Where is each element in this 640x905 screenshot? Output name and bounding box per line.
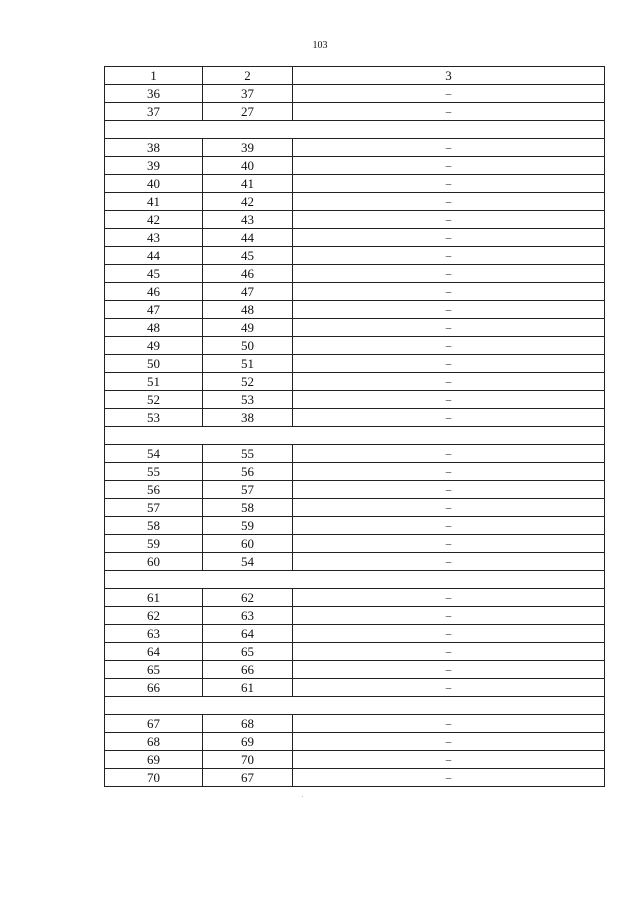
table-cell-col-1: 37: [105, 103, 203, 121]
table-row: [105, 553, 605, 571]
header-row: [105, 67, 605, 85]
table-row: [105, 373, 605, 391]
table-row: [105, 643, 605, 661]
table-cell-col-3: –: [293, 175, 605, 193]
header-col-3: 3: [293, 67, 605, 85]
table-cell-col-2: 70: [203, 751, 293, 769]
table-cell-col-2: 64: [203, 625, 293, 643]
table-cell-col-2: 27: [203, 103, 293, 121]
table-cell-col-1: 52: [105, 391, 203, 409]
table-cell-col-2: 42: [203, 193, 293, 211]
table-cell-col-3: –: [293, 769, 605, 787]
stray-mark: [302, 796, 303, 797]
table-cell-col-2: 47: [203, 283, 293, 301]
table-cell-col-2: 54: [203, 553, 293, 571]
table-cell-col-3: –: [293, 715, 605, 733]
table-cell-col-3: –: [293, 391, 605, 409]
group-separator-cell: [105, 121, 605, 139]
table-cell-col-3: –: [293, 301, 605, 319]
table-row: [105, 607, 605, 625]
table-cell-col-2: 56: [203, 463, 293, 481]
table-row: [105, 625, 605, 643]
table-row: [105, 139, 605, 157]
table-cell-col-1: 42: [105, 211, 203, 229]
table-cell-col-1: 38: [105, 139, 203, 157]
table-cell-col-2: 69: [203, 733, 293, 751]
table-row: [105, 769, 605, 787]
table-row: [105, 463, 605, 481]
table-cell-col-2: 58: [203, 499, 293, 517]
table-cell-col-3: –: [293, 517, 605, 535]
group-separator-cell: [105, 427, 605, 445]
table-cell-col-2: 59: [203, 517, 293, 535]
table-cell-col-2: 39: [203, 139, 293, 157]
table-row: [105, 661, 605, 679]
group-separator-row: [105, 121, 605, 139]
table-row: [105, 445, 605, 463]
table-cell-col-1: 54: [105, 445, 203, 463]
table-cell-col-2: 53: [203, 391, 293, 409]
table-cell-col-1: 51: [105, 373, 203, 391]
page-number: 103: [312, 40, 328, 51]
table-cell-col-1: 49: [105, 337, 203, 355]
group-separator-cell: [105, 697, 605, 715]
table-cell-col-1: 41: [105, 193, 203, 211]
table-row: [105, 391, 605, 409]
table-cell-col-2: 66: [203, 661, 293, 679]
group-separator-row: [105, 427, 605, 445]
table-cell-col-2: 49: [203, 319, 293, 337]
header-col-1: 1: [105, 67, 203, 85]
group-separator-row: [105, 697, 605, 715]
table-cell-col-1: 48: [105, 319, 203, 337]
table-cell-col-2: 57: [203, 481, 293, 499]
table-row: [105, 409, 605, 427]
table-cell-col-2: 50: [203, 337, 293, 355]
table-cell-col-2: 45: [203, 247, 293, 265]
table-cell-col-2: 38: [203, 409, 293, 427]
table-cell-col-3: –: [293, 499, 605, 517]
table-row: [105, 283, 605, 301]
table-cell-col-1: 56: [105, 481, 203, 499]
table-cell-col-1: 46: [105, 283, 203, 301]
table-row: [105, 229, 605, 247]
table-cell-col-2: 43: [203, 211, 293, 229]
table-row: [105, 535, 605, 553]
table-row: [105, 175, 605, 193]
table-row: [105, 679, 605, 697]
table-cell-col-3: –: [293, 607, 605, 625]
table-cell-col-3: –: [293, 85, 605, 103]
table-cell-col-1: 59: [105, 535, 203, 553]
table-cell-col-2: 41: [203, 175, 293, 193]
table-row: [105, 193, 605, 211]
table-row: [105, 103, 605, 121]
table-cell-col-3: –: [293, 337, 605, 355]
table-row: [105, 265, 605, 283]
table-cell-col-3: –: [293, 409, 605, 427]
table-row: [105, 733, 605, 751]
table-cell-col-1: 39: [105, 157, 203, 175]
table-cell-col-2: 51: [203, 355, 293, 373]
table-cell-col-2: 37: [203, 85, 293, 103]
group-separator-cell: [105, 571, 605, 589]
table-cell-col-2: 44: [203, 229, 293, 247]
table-cell-col-1: 66: [105, 679, 203, 697]
table-cell-col-2: 40: [203, 157, 293, 175]
table-cell-col-3: –: [293, 265, 605, 283]
table-cell-col-1: 53: [105, 409, 203, 427]
table-row: [105, 301, 605, 319]
table-cell-col-1: 63: [105, 625, 203, 643]
table-cell-col-1: 44: [105, 247, 203, 265]
table-row: [105, 319, 605, 337]
table-cell-col-3: –: [293, 139, 605, 157]
table-row: [105, 247, 605, 265]
table-row: [105, 517, 605, 535]
table-cell-col-1: 61: [105, 589, 203, 607]
table-cell-col-2: 60: [203, 535, 293, 553]
table-cell-col-2: 55: [203, 445, 293, 463]
table-row: [105, 337, 605, 355]
table-cell-col-1: 57: [105, 499, 203, 517]
table-cell-col-2: 65: [203, 643, 293, 661]
table-cell-col-3: –: [293, 193, 605, 211]
table-cell-col-1: 67: [105, 715, 203, 733]
table-cell-col-1: 50: [105, 355, 203, 373]
table-cell-col-1: 65: [105, 661, 203, 679]
table-cell-col-3: –: [293, 319, 605, 337]
table-cell-col-2: 52: [203, 373, 293, 391]
table-cell-col-3: –: [293, 445, 605, 463]
table-cell-col-3: –: [293, 733, 605, 751]
data-table: [104, 66, 605, 787]
table-cell-col-1: 62: [105, 607, 203, 625]
table-row: [105, 211, 605, 229]
table-cell-col-3: –: [293, 103, 605, 121]
table-cell-col-1: 45: [105, 265, 203, 283]
table-cell-col-3: –: [293, 661, 605, 679]
table-cell-col-1: 40: [105, 175, 203, 193]
table-cell-col-2: 62: [203, 589, 293, 607]
table-body: [105, 85, 605, 787]
table-cell-col-3: –: [293, 553, 605, 571]
table-cell-col-1: 69: [105, 751, 203, 769]
table-cell-col-2: 67: [203, 769, 293, 787]
table-header: [105, 67, 605, 85]
table-row: [105, 85, 605, 103]
table-cell-col-3: –: [293, 751, 605, 769]
table-cell-col-3: –: [293, 373, 605, 391]
group-separator-row: [105, 571, 605, 589]
table-cell-col-3: –: [293, 283, 605, 301]
table-cell-col-1: 70: [105, 769, 203, 787]
table-row: [105, 715, 605, 733]
table-cell-col-3: –: [293, 211, 605, 229]
table-cell-col-3: –: [293, 229, 605, 247]
table-cell-col-3: –: [293, 643, 605, 661]
table-cell-col-3: –: [293, 589, 605, 607]
table-cell-col-3: –: [293, 247, 605, 265]
table-cell-col-2: 46: [203, 265, 293, 283]
table-cell-col-1: 43: [105, 229, 203, 247]
table-cell-col-1: 55: [105, 463, 203, 481]
table-cell-col-2: 63: [203, 607, 293, 625]
table-row: [105, 481, 605, 499]
table-cell-col-1: 68: [105, 733, 203, 751]
table-row: [105, 751, 605, 769]
header-col-2: 2: [203, 67, 293, 85]
table-row: [105, 355, 605, 373]
table-cell-col-3: –: [293, 355, 605, 373]
table-cell-col-2: 68: [203, 715, 293, 733]
table-cell-col-1: 47: [105, 301, 203, 319]
table-cell-col-2: 61: [203, 679, 293, 697]
table-cell-col-3: –: [293, 679, 605, 697]
table-row: [105, 157, 605, 175]
table-cell-col-1: 64: [105, 643, 203, 661]
table-cell-col-3: –: [293, 157, 605, 175]
table-cell-col-1: 36: [105, 85, 203, 103]
table-cell-col-1: 60: [105, 553, 203, 571]
table-cell-col-3: –: [293, 535, 605, 553]
table-cell-col-3: –: [293, 463, 605, 481]
table-cell-col-2: 48: [203, 301, 293, 319]
table-row: [105, 499, 605, 517]
table-cell-col-1: 58: [105, 517, 203, 535]
table-cell-col-3: –: [293, 481, 605, 499]
table-row: [105, 589, 605, 607]
table-cell-col-3: –: [293, 625, 605, 643]
